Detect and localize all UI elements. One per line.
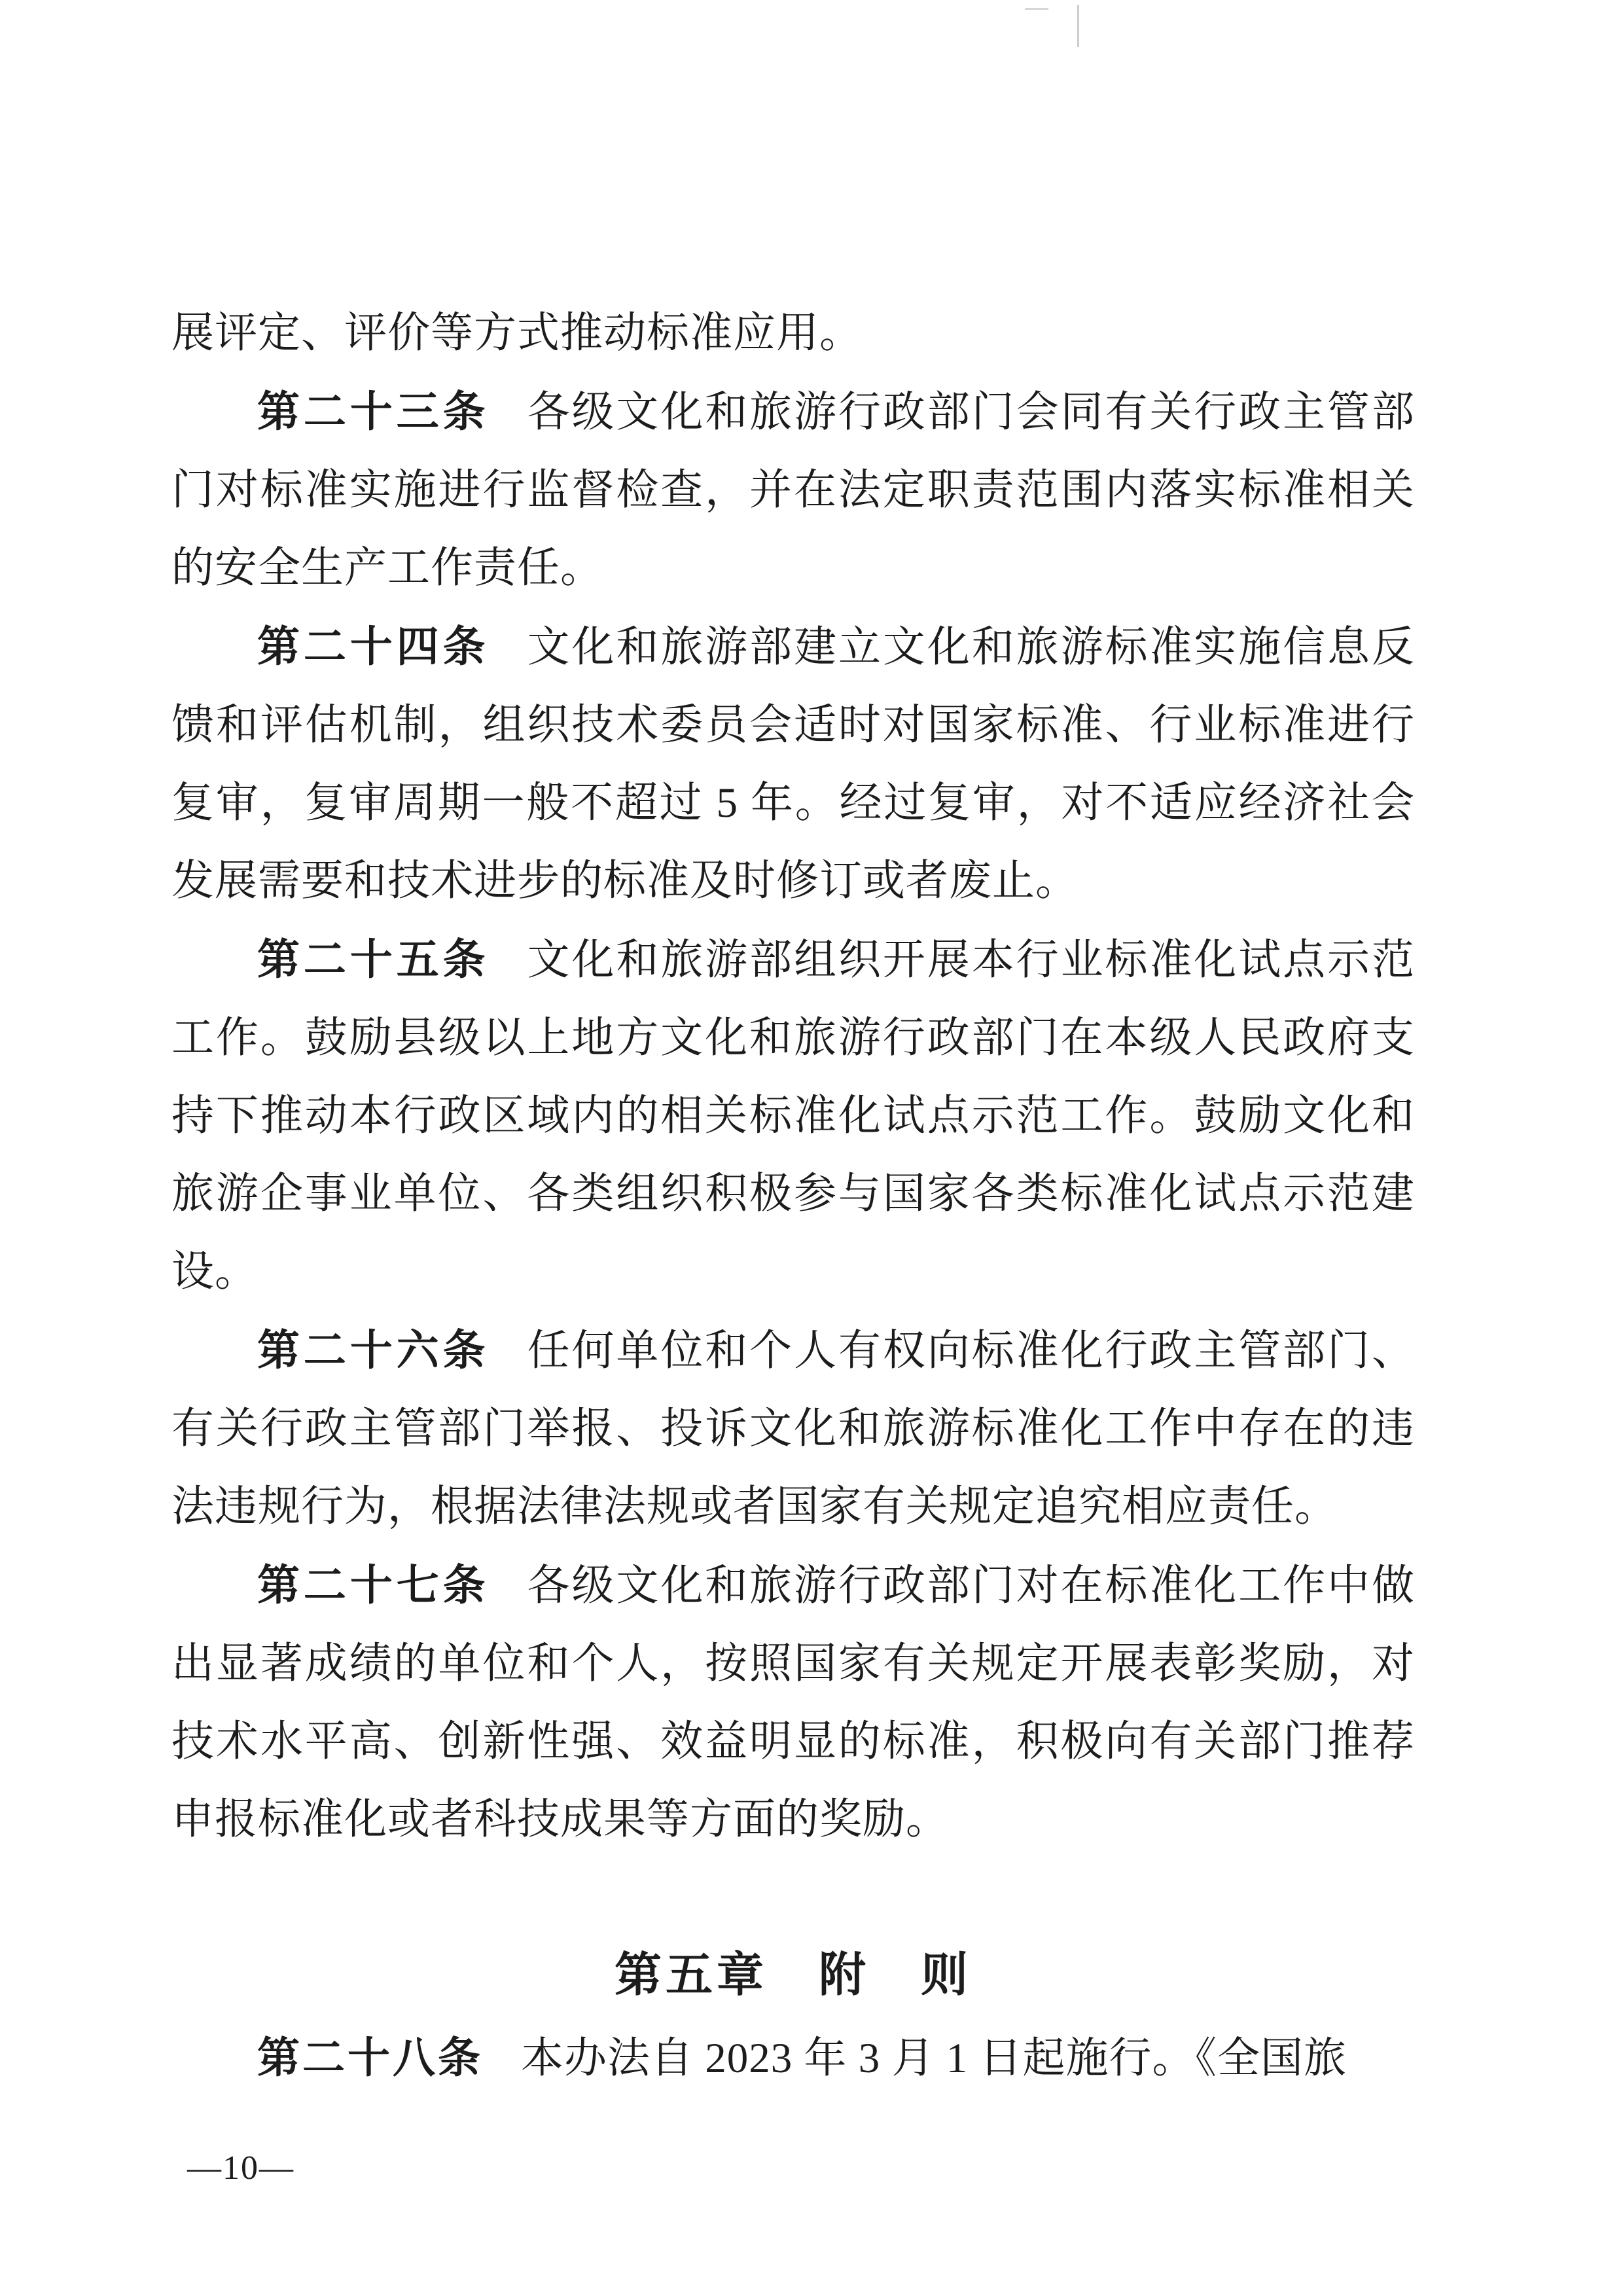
paragraph — [171, 607, 1415, 920]
page-number: —10— — [187, 2149, 294, 2187]
paragraph — [171, 2018, 1415, 2098]
paragraph-text: 本办法自 2023 年 3 月 1 日起施行。《全国旅 — [521, 2035, 1347, 2082]
paragraph — [171, 295, 1415, 372]
paragraph — [171, 920, 1415, 1311]
paragraph-text: 各级文化和旅游行政部门会同有关行政主管部门对标准实施进行监督检查，并在法定职责范围内落实标准相关的安全生产工作责任。 — [171, 389, 1415, 592]
paragraph-text: 任何单位和个人有权向标准化行政主管部门、有关行政主管部门举报、投诉文化和旅游标准化工作中存在的违法违规行为，根据法律法规或者国家有关规定追究相应责任。 — [171, 1327, 1415, 1530]
scan-artifact-vertical — [1077, 5, 1079, 47]
article-number: 第二十三条 — [257, 387, 490, 435]
paragraph-text: 文化和旅游部建立文化和旅游标准实施信息反馈和评估机制，组织技术委员会适时对国家标准、行业标准进行复审，复审周期一般不超过 5 年。经过复审，对不适应经济社会发展需要和技术进步的标准及时修订或者废止。 — [171, 624, 1415, 905]
article-number: 第二十四条 — [257, 622, 490, 670]
article-number: 第二十五条 — [257, 935, 490, 983]
scan-artifact-horizontal — [1025, 8, 1048, 10]
paragraph-text: 文化和旅游部组织开展本行业标准化试点示范工作。鼓励县级以上地方文化和旅游行政部门在本级人民政府支持下推动本行政区域内的相关标准化试点示范工作。鼓励文化和旅游企事业单位、各类组织积极参与国家各类标准化试点示范建设。 — [171, 937, 1415, 1295]
paragraph-text: 展评定、评价等方式推动标准应用。 — [171, 310, 863, 357]
document-body — [171, 295, 1415, 2098]
article-number: 第二十六条 — [257, 1326, 490, 1374]
chapter-heading: 第五章 附 则 — [614, 1949, 972, 2001]
paragraph — [171, 372, 1415, 607]
article-number: 第二十八条 — [257, 2034, 484, 2081]
paragraph — [171, 1311, 1415, 1546]
article-number: 第二十七条 — [257, 1561, 490, 1609]
paragraph-text: 各级文化和旅游行政部门对在标准化工作中做出显著成绩的单位和个人，按照国家有关规定开展表彰奖励，对技术水平高、创新性强、效益明显的标准，积极向有关部门推荐申报标准化或者科技成果等方面的奖励。 — [171, 1562, 1415, 1843]
paragraph — [171, 1546, 1415, 1859]
